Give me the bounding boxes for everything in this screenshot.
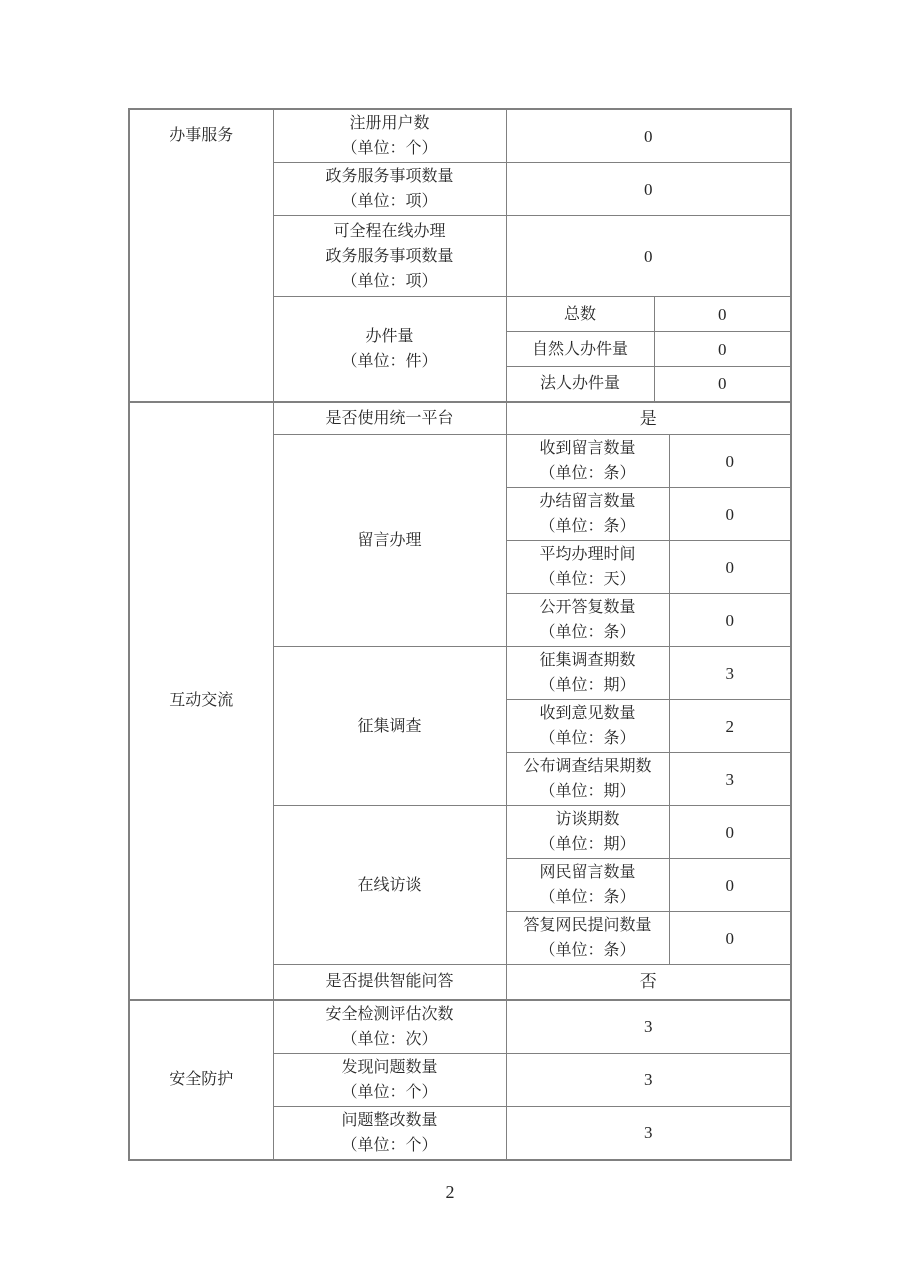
item-problems-fixed (273, 1106, 506, 1160)
sublabel-survey-periods-label: 征集调查期数 (539, 652, 636, 669)
sublabel-opinions-received-label: 收到意见数量 (539, 705, 636, 722)
value-registered-users: 0 (506, 109, 791, 163)
sublabel-messages-received-label: 收到留言数量 (539, 440, 636, 457)
item-online-interview: 在线访谈 (273, 806, 506, 965)
item-online-service-items-line2: 政务服务事项数量 (325, 247, 454, 265)
item-service-items-label: 政务服务事项数量 (325, 168, 454, 185)
sublabel-messages-received (506, 435, 669, 488)
page-number: 2 (445, 1182, 455, 1202)
value-problems-fixed: 3 (506, 1106, 791, 1160)
sublabel-messages-completed-label: 办结留言数量 (539, 493, 636, 510)
sublabel-messages-received-unit: （单位：条） (539, 465, 636, 482)
sublabel-interview-periods-label: 访谈期数 (555, 811, 620, 828)
sublabel-average-handling-time (506, 541, 669, 594)
sublabel-netizen-messages-unit: （单位：条） (539, 889, 636, 906)
item-security-checks-unit: （单位：次） (341, 1030, 438, 1048)
item-case-volume-unit: （单位：件） (341, 352, 438, 370)
item-problems-found-unit: （单位：个） (341, 1083, 438, 1101)
annual-report-table (128, 108, 792, 1161)
value-unified-platform: 是 (506, 402, 791, 435)
item-survey: 征集调查 (273, 647, 506, 806)
sublabel-results-published-label: 公布调查结果期数 (523, 758, 652, 775)
value-netizen-messages: 0 (669, 859, 791, 912)
value-public-replies: 0 (669, 594, 791, 647)
value-smart-qa: 否 (506, 965, 791, 1000)
sublabel-legal-person-cases: 法人办件量 (506, 367, 654, 402)
value-interview-periods: 0 (669, 806, 791, 859)
sublabel-interview-periods-unit: （单位：期） (539, 836, 636, 853)
category-office-services: 办事服务 (129, 109, 273, 402)
sublabel-average-handling-time-label: 平均办理时间 (539, 546, 636, 563)
value-results-published: 3 (669, 753, 791, 806)
sublabel-messages-completed-unit: （单位：条） (539, 518, 636, 535)
sublabel-questions-answered-unit: （单位：条） (539, 942, 636, 959)
item-case-volume (273, 297, 506, 402)
sublabel-interview-periods (506, 806, 669, 859)
sublabel-case-total: 总数 (506, 297, 654, 332)
item-problems-found-label: 发现问题数量 (341, 1058, 438, 1076)
item-security-checks (273, 1000, 506, 1054)
item-message-handling: 留言办理 (273, 435, 506, 647)
sublabel-results-published-unit: （单位：期） (539, 783, 636, 800)
value-security-checks: 3 (506, 1000, 791, 1054)
sublabel-opinions-received-unit: （单位：条） (539, 730, 636, 747)
sublabel-questions-answered (506, 912, 669, 965)
sublabel-opinions-received (506, 700, 669, 753)
sublabel-public-replies-unit: （单位：条） (539, 624, 636, 641)
item-registered-users (273, 109, 506, 163)
category-security: 安全防护 (129, 1000, 273, 1160)
item-smart-qa: 是否提供智能问答 (273, 965, 506, 1000)
item-problems-fixed-label: 问题整改数量 (341, 1111, 438, 1129)
item-unified-platform: 是否使用统一平台 (273, 402, 506, 435)
sublabel-results-published (506, 753, 669, 806)
value-service-items: 0 (506, 163, 791, 216)
item-problems-found (273, 1053, 506, 1106)
item-case-volume-label: 办件量 (365, 327, 414, 345)
sublabel-average-handling-time-unit: （单位：天） (539, 571, 636, 588)
value-survey-periods: 3 (669, 647, 791, 700)
item-service-items-unit: （单位：项） (341, 193, 438, 210)
sublabel-messages-completed (506, 488, 669, 541)
value-case-total: 0 (654, 297, 791, 332)
item-service-items (273, 163, 506, 216)
item-problems-fixed-unit: （单位：个） (341, 1136, 438, 1154)
sublabel-netizen-messages (506, 859, 669, 912)
item-registered-users-unit: （单位：个） (341, 140, 438, 157)
sublabel-survey-periods (506, 647, 669, 700)
sublabel-netizen-messages-label: 网民留言数量 (539, 864, 636, 881)
value-messages-completed: 0 (669, 488, 791, 541)
category-interaction: 互动交流 (129, 402, 273, 1000)
value-average-handling-time: 0 (669, 541, 791, 594)
sublabel-public-replies-label: 公开答复数量 (539, 599, 636, 616)
item-online-service-items (273, 216, 506, 297)
item-security-checks-label: 安全检测评估次数 (325, 1005, 454, 1023)
value-questions-answered: 0 (669, 912, 791, 965)
item-online-service-items-unit: （单位：项） (341, 272, 438, 290)
sublabel-questions-answered-label: 答复网民提问数量 (523, 917, 652, 934)
value-opinions-received: 2 (669, 700, 791, 753)
sublabel-survey-periods-unit: （单位：期） (539, 677, 636, 694)
value-online-service-items: 0 (506, 216, 791, 297)
value-messages-received: 0 (669, 435, 791, 488)
sublabel-natural-person-cases: 自然人办件量 (506, 332, 654, 367)
sublabel-public-replies (506, 594, 669, 647)
item-online-service-items-line1: 可全程在线办理 (333, 222, 446, 240)
value-problems-found: 3 (506, 1053, 791, 1106)
value-legal-person-cases: 0 (654, 367, 791, 402)
item-registered-users-label: 注册用户数 (349, 115, 430, 132)
value-natural-person-cases: 0 (654, 332, 791, 367)
